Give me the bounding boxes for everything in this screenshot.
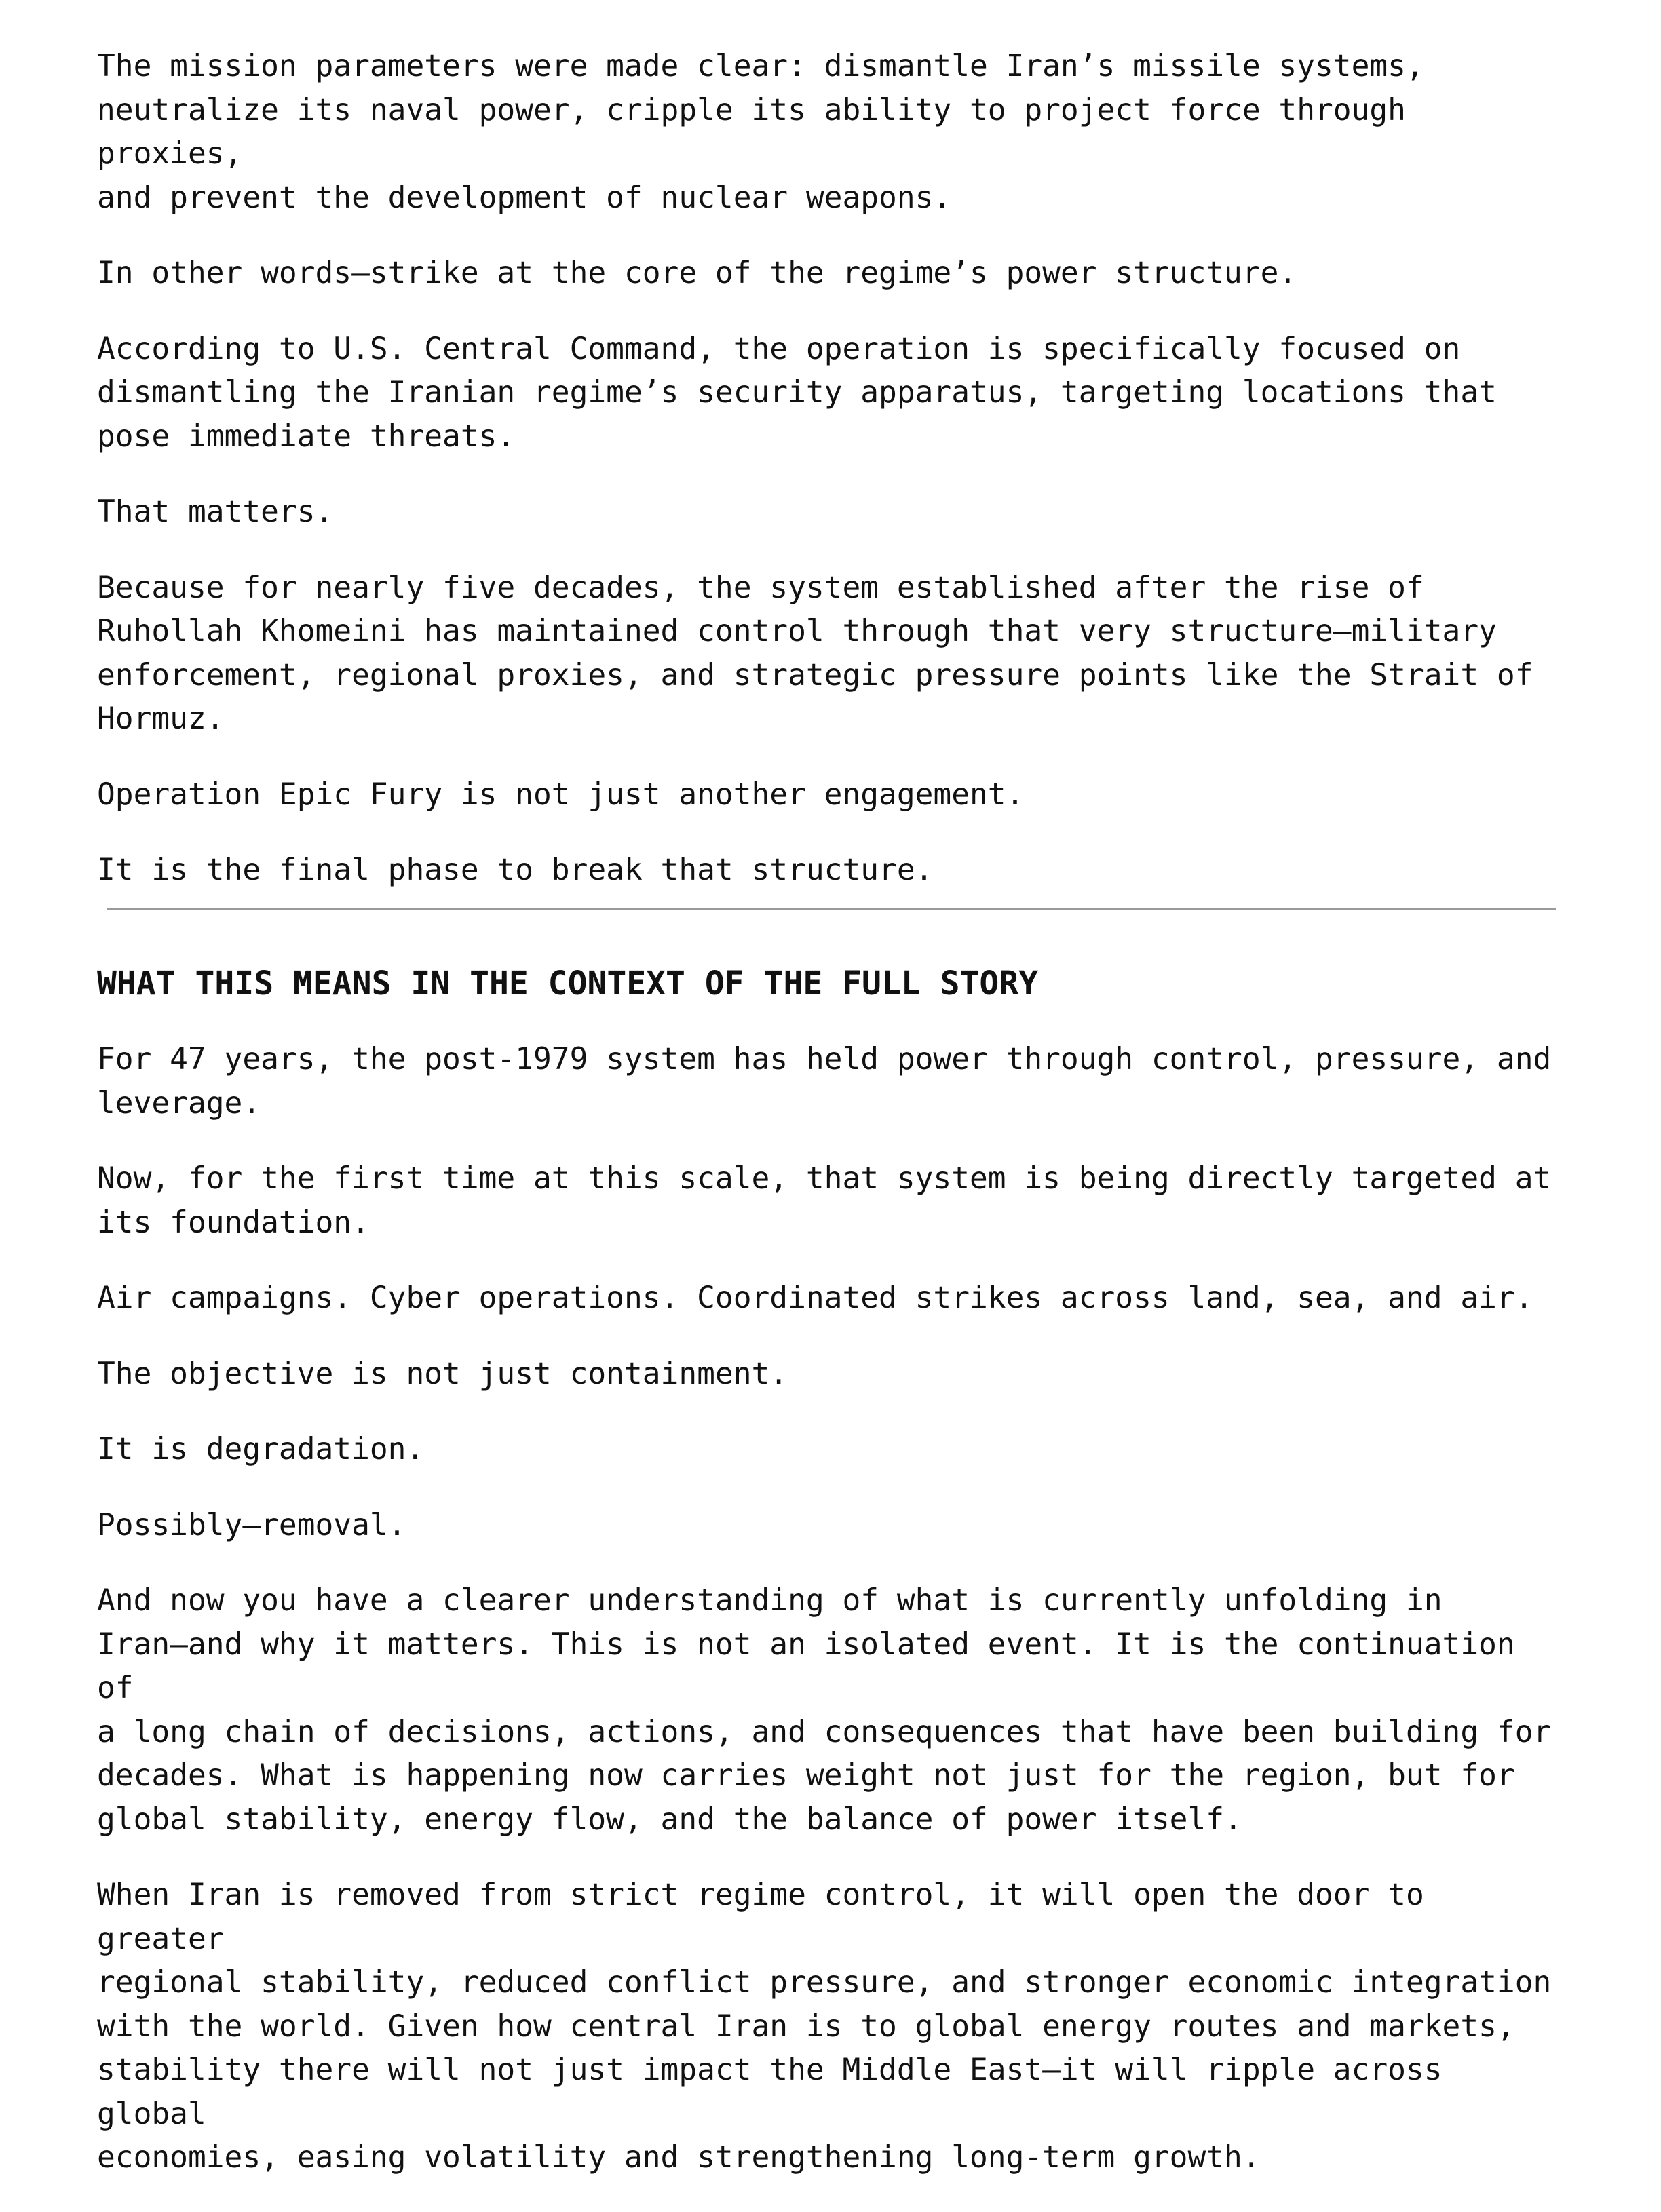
paragraph-mission-parameters: The mission parameters were made clear: dismantle Iran’s missile systems, neutralize its naval power, cripple its ability to project force through proxies, and prevent the development of nuclear weapons. xyxy=(97,49,1424,215)
section-1-body xyxy=(97,45,1569,925)
paragraph-removal: Possibly—removal. xyxy=(97,1507,406,1542)
paragraph-final-phase: It is the final phase to break that structure. xyxy=(97,853,934,887)
paragraph-first-time: Now, for the first time at this scale, that system is being directly targeted at its foundation. xyxy=(97,1161,1552,1240)
horizontal-divider xyxy=(107,908,1556,910)
paragraph-central-command: According to U.S. Central Command, the operation is specifically focused on dismantling the Iranian regime’s security apparatus, targeting locations that pose immediate threats. xyxy=(97,331,1497,454)
section-heading: WHAT THIS MEANS IN THE CONTEXT OF THE FULL STORY xyxy=(97,965,1039,1003)
paragraph-that-matters: That matters. xyxy=(97,494,334,529)
paragraph-regime-control: When Iran is removed from strict regime control, it will open the door to greater regional stability, reduced conflict pressure, and stronger economic integration with the world. Given how central Iran is to global energy routes and markets, stability there will not just impact the Middle East—it will ripple across global economies, easing volatility and strengthening long-term growth. xyxy=(97,1878,1552,2175)
paragraph-objective: The objective is not just containment. xyxy=(97,1356,788,1391)
paragraph-degradation: It is degradation. xyxy=(97,1432,425,1467)
paragraph-clearer-understanding: And now you have a clearer understanding of what is currently unfolding in Iran—and why it matters. This is not an isolated event. It is the continuation of a long chain of decisions, actions, and consequences that have been building for decades. What is happening now carries weight not just for the region, but for global stability, energy flow, and the balance of power itself. xyxy=(97,1583,1552,1837)
paragraph-air-campaigns: Air campaigns. Cyber operations. Coordinated strikes across land, sea, and air. xyxy=(97,1281,1533,1315)
paragraph-operation-epic-fury: Operation Epic Fury is not just another engagement. xyxy=(97,777,1025,812)
paragraph-47-years: For 47 years, the post-1979 system has held power through control, pressure, and leverage. xyxy=(97,1042,1552,1121)
section-2-body xyxy=(97,1038,1569,2212)
paragraph-in-other-words: In other words—strike at the core of the regime’s power structure. xyxy=(97,256,1297,290)
paragraph-five-decades: Because for nearly five decades, the system established after the rise of Ruhollah Khomeini has maintained control through that very structure—military enforcement, regional proxies, and strategic pressure points like the Strait of Hormuz. xyxy=(97,570,1533,736)
